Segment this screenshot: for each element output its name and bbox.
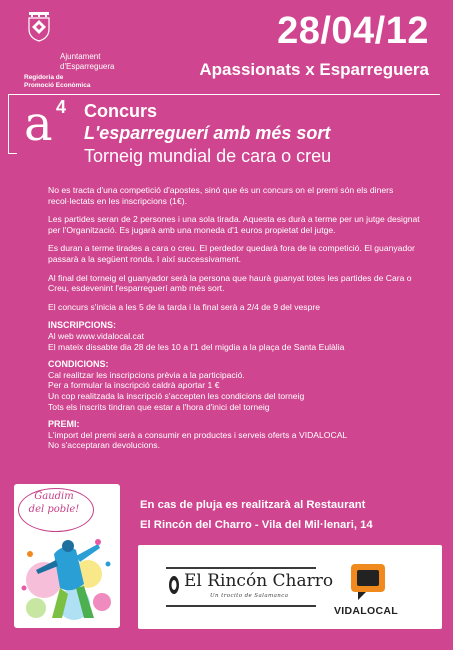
section-premi bbox=[48, 419, 433, 451]
section-line: Un cop realitzada la inscripció s'accepten les condicions del torneig bbox=[48, 390, 305, 401]
rain-line2: El Rincón del Charro - Vila del Mil·lenari, 14 bbox=[140, 519, 373, 531]
rain-note bbox=[140, 495, 440, 535]
title-line1: Concurs bbox=[84, 101, 158, 121]
sponsor1-tagline: Un trocito de Salamanca bbox=[210, 593, 289, 599]
section-title: INSCRIPCIONS: bbox=[48, 320, 117, 331]
paragraph: Les partides seran de 2 persones i una sola tirada. Aquesta es durà a terme per un jutge designat per l'Organització. Es jugarà amb una moneda d'1 euros propietat del jutge. bbox=[48, 214, 420, 235]
paragraph: No es tracta d'una competició d'apostes, sinó que és un concurs on el premi són els diners recol·lectats en les inscripcions (1€). bbox=[48, 185, 394, 206]
sponsor2-name: VIDALOCAL bbox=[334, 605, 398, 617]
slogan-line1: Gaudim bbox=[34, 491, 74, 502]
section-line: Al web www.vidalocal.cat bbox=[48, 330, 145, 341]
slogan-line2: del poble! bbox=[28, 504, 80, 515]
title-letter: a bbox=[24, 96, 53, 152]
event-date: 28/04/12 bbox=[277, 10, 429, 52]
title-superscript: 4 bbox=[56, 97, 67, 117]
org-dept-line1: Regidoria de bbox=[24, 74, 64, 81]
coat-of-arms-icon bbox=[28, 12, 50, 42]
gaudim-panel bbox=[14, 484, 120, 628]
people-illustration bbox=[14, 484, 120, 628]
section-title: CONDICIONS: bbox=[48, 359, 109, 370]
org-dept bbox=[24, 74, 90, 90]
section-line: Per a formular la inscripció caldrà aportar 1 € bbox=[48, 380, 220, 391]
rincon-charro-logo bbox=[166, 567, 334, 607]
title-block bbox=[8, 94, 440, 166]
section-title: PREMI: bbox=[48, 419, 80, 430]
emblem-icon bbox=[168, 575, 180, 595]
org-dept-line2: Promoció Econòmica bbox=[24, 82, 91, 89]
section-line: Tots els inscrits tindran que estar a l'hora d'inici del torneig bbox=[48, 401, 270, 412]
org-name-line1: Ajuntament bbox=[60, 52, 101, 61]
org-name bbox=[60, 52, 114, 72]
section-inscripcions bbox=[48, 320, 433, 352]
body-text bbox=[48, 185, 433, 458]
sponsor1-name: El Rincón Charro bbox=[184, 571, 334, 591]
title-line3: Torneig mundial de cara o creu bbox=[84, 146, 332, 166]
section-line: L'import del premi serà a consumir en productes i serveis oferts a VIDALOCAL bbox=[48, 429, 348, 440]
title-line2: L'esparreguerí amb més sort bbox=[84, 123, 331, 143]
section-line: El mateix dissabte dia 28 de les 10 a l'1 del migdia a la plaça de Santa Eulàlia bbox=[48, 341, 345, 352]
tagline: Apassionats x Esparreguera bbox=[199, 60, 429, 79]
paragraph: El concurs s'inicia a les 5 de la tarda i la final serà a 2/4 de 9 del vespre bbox=[48, 301, 321, 312]
rain-line1: En cas de pluja es realitzarà al Restaurant bbox=[140, 499, 366, 511]
sponsor-panel bbox=[138, 545, 442, 629]
vidalocal-chat-icon bbox=[348, 561, 388, 601]
org-name-line2: d'Esparreguera bbox=[60, 62, 115, 71]
paragraph: Es duran a terme tirades a cara o creu. El perdedor quedarà fora de la competició. El guanyador passarà a la següent ronda. I així successivament. bbox=[48, 243, 415, 264]
section-line: Cal realitzar les inscripcions prèvia a la participació. bbox=[48, 369, 245, 380]
paragraph: Al final del torneig el guanyador serà la persona que haurà guanyat totes les partides de Cara o Creu, esdevenint l'esparreguerí amb més sort. bbox=[48, 272, 412, 294]
section-condicions bbox=[48, 359, 433, 412]
section-line: No s'acceptaran devolucions. bbox=[48, 440, 160, 451]
title-bracket bbox=[8, 95, 17, 154]
